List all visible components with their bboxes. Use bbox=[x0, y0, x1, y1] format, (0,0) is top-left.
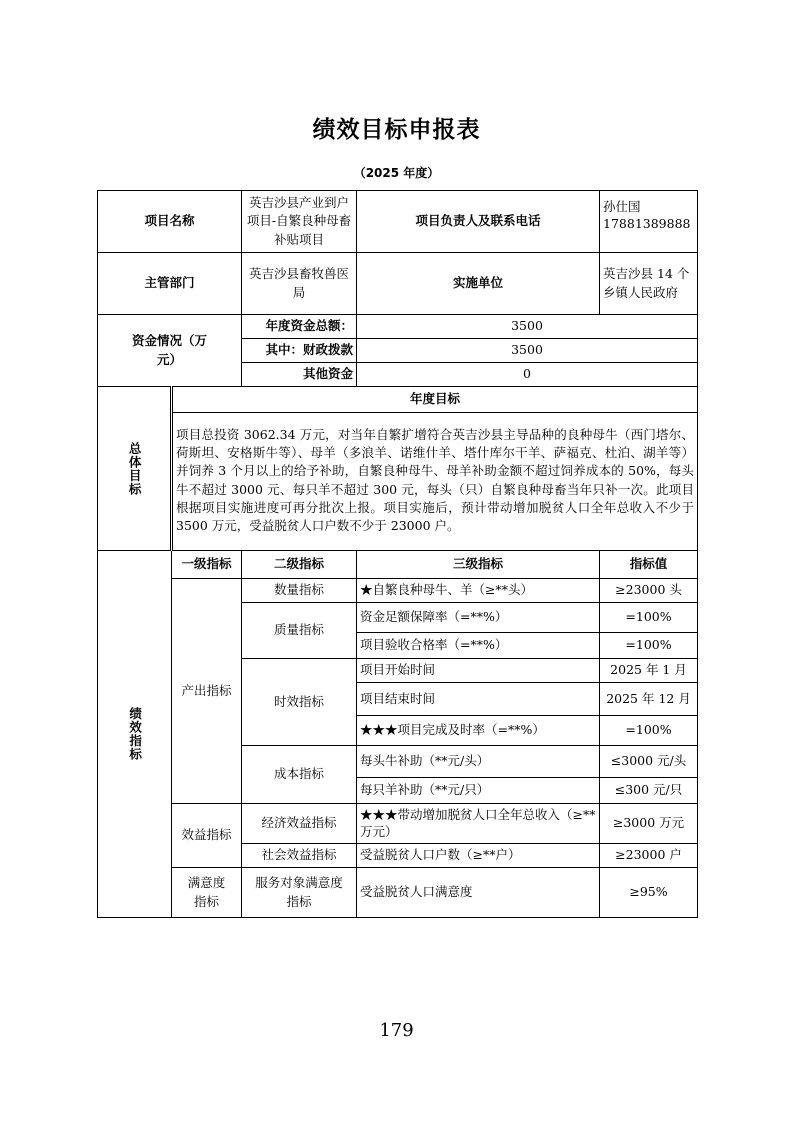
page-number: 179 bbox=[379, 1020, 414, 1041]
header-value: 指标值 bbox=[600, 551, 698, 579]
impl-unit-label: 实施单位 bbox=[357, 253, 600, 315]
level1-satisfaction-text: 满意度指标 bbox=[187, 875, 226, 909]
indicator-name: 项目验收合格率（=**%） bbox=[357, 633, 600, 659]
funds-fiscal-label: 其中：财政拨款 bbox=[242, 339, 357, 363]
funds-other-value: 0 bbox=[357, 363, 698, 387]
funds-fiscal-value: 3500 bbox=[357, 339, 698, 363]
impl-unit-value: 英吉沙县 14 个乡镇人民政府 bbox=[600, 253, 698, 315]
indicator-value: ≥95% bbox=[600, 868, 698, 918]
funds-total-label: 年度资金总额： bbox=[242, 315, 357, 339]
project-name-label: 项目名称 bbox=[98, 191, 242, 253]
level2-social: 社会效益指标 bbox=[242, 844, 357, 868]
indicator-value: ≥3000 万元 bbox=[600, 804, 698, 844]
level2-service-text: 服务对象满意度指标 bbox=[255, 875, 343, 909]
annual-goal-header: 年度目标 bbox=[172, 387, 698, 413]
indicator-name: 项目结束时间 bbox=[357, 683, 600, 716]
level2-cost: 成本指标 bbox=[242, 746, 357, 804]
indicator-value: 2025 年 1 月 bbox=[600, 659, 698, 683]
level2-timeliness: 时效指标 bbox=[242, 659, 357, 746]
indicators-side bbox=[98, 551, 172, 918]
indicator-name: 项目开始时间 bbox=[357, 659, 600, 683]
indicator-name: ★★★带动增加脱贫人口全年总收入（≥**万元） bbox=[357, 804, 600, 844]
indicator-value: ≥23000 户 bbox=[600, 844, 698, 868]
header-level1: 一级指标 bbox=[172, 551, 242, 579]
indicator-name: 每头牛补助（**元/头） bbox=[357, 746, 600, 778]
indicators-label: 绩效指标 bbox=[127, 707, 143, 761]
overall-goal-label: 总体目标 bbox=[127, 441, 143, 496]
performance-target-table bbox=[97, 190, 698, 918]
indicator-name: ★★★项目完成及时率（=**%） bbox=[357, 716, 600, 746]
level2-quantity: 数量指标 bbox=[242, 579, 357, 603]
project-name-value: 英吉沙县产业到户项目-自繁良种母畜补贴项目 bbox=[242, 191, 357, 253]
indicator-value: =100% bbox=[600, 603, 698, 633]
indicator-value: =100% bbox=[600, 633, 698, 659]
contact-name: 孙仕国 bbox=[603, 199, 641, 214]
level2-service bbox=[242, 868, 357, 918]
level1-output: 产出指标 bbox=[172, 579, 242, 804]
level1-benefit: 效益指标 bbox=[172, 804, 242, 868]
header-level3: 三级指标 bbox=[357, 551, 600, 579]
project-contact-value bbox=[600, 191, 698, 253]
dept-value: 英吉沙县畜牧兽医局 bbox=[242, 253, 357, 315]
level1-satisfaction bbox=[172, 868, 242, 918]
header-level2: 二级指标 bbox=[242, 551, 357, 579]
annual-goal-text: 项目总投资 3062.34 万元，对当年自繁扩增符合英吉沙县主导品种的良种母牛（西门塔尔、荷斯坦、安格斯牛等）、母羊（多浪羊、诺维什羊、塔什库尔干羊、萨福克、杜泊、湖羊等）并饲养 3 个月以上的给予补助，自繁良种母牛、母羊补助金额不超过饲养成本的 50%，每头牛不超过 3000 元、每只羊不超过 300 元，每头（只）自繁良种母畜当年只补一次。此项目根据项目实施进度可再分批次上报。项目实施后，预计带动增加脱贫人口全年总收入不少于 3500 万元，受益脱贫人口户数不少于 23000 户。 bbox=[172, 413, 698, 551]
indicator-name: 受益脱贫人口满意度 bbox=[357, 868, 600, 918]
project-contact-label: 项目负责人及联系电话 bbox=[357, 191, 600, 253]
indicator-name: 每只羊补助（**元/只） bbox=[357, 778, 600, 804]
funds-other-label: 其他资金 bbox=[242, 363, 357, 387]
funds-label-text: 资金情况（万元） bbox=[132, 333, 208, 367]
indicator-name: 资金足额保障率（=**%） bbox=[357, 603, 600, 633]
funds-total-value: 3500 bbox=[357, 315, 698, 339]
indicator-value: 2025 年 12 月 bbox=[600, 683, 698, 716]
overall-goal-side bbox=[98, 387, 172, 551]
dept-label: 主管部门 bbox=[98, 253, 242, 315]
page-title: 绩效目标申报表 bbox=[312, 117, 481, 143]
report-year: （2025 年度） bbox=[353, 166, 440, 180]
funds-label bbox=[98, 315, 242, 387]
indicator-value: =100% bbox=[600, 716, 698, 746]
indicator-value: ≤3000 元/头 bbox=[600, 746, 698, 778]
indicator-value: ≥23000 头 bbox=[600, 579, 698, 603]
indicator-name: ★自繁良种母牛、羊（≥**头） bbox=[357, 579, 600, 603]
indicator-value: ≤300 元/只 bbox=[600, 778, 698, 804]
level2-quality: 质量指标 bbox=[242, 603, 357, 659]
level2-economic: 经济效益指标 bbox=[242, 804, 357, 844]
contact-phone: 17881389888 bbox=[603, 215, 691, 231]
indicator-name: 受益脱贫人口户数（≥**户） bbox=[357, 844, 600, 868]
